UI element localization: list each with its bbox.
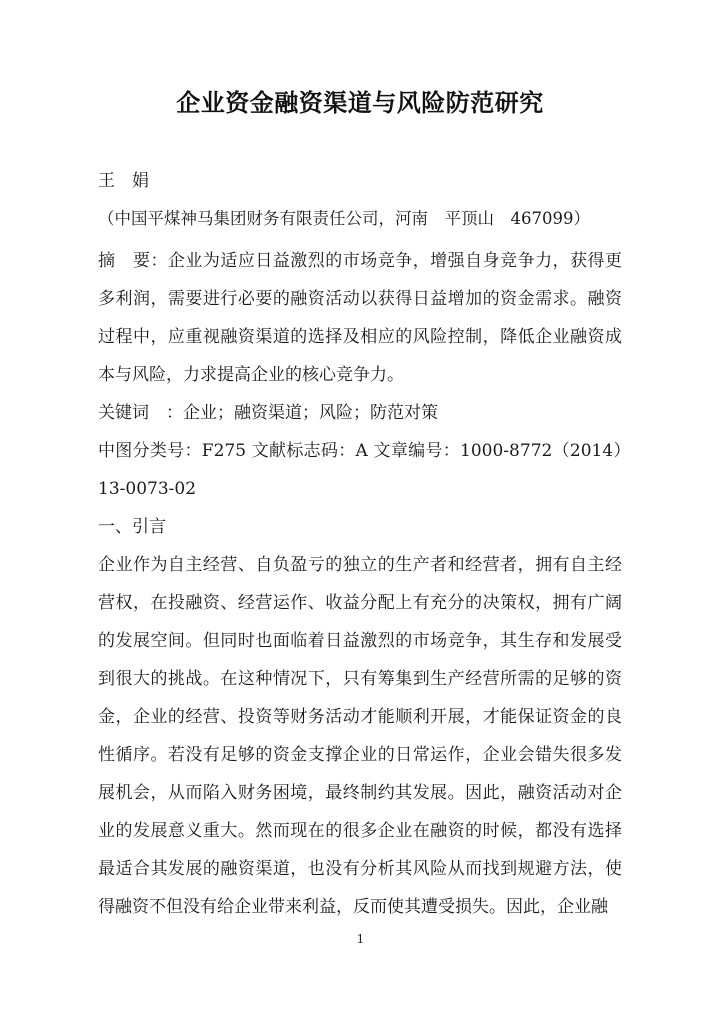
abstract-text: 摘 要：企业为适应日益激烈的市场竞争，增强自身竞争力，获得更多利润，需要进行必要的融资活动以获得日益增加的资金需求。融资过程中，应重视融资渠道的选择及相应的风险控制，降低企业融资成本与风险，力求提高企业的核心竞争力。 (98, 251, 622, 385)
section-introduction (98, 508, 622, 926)
section-heading-introduction: 一、引言 (98, 517, 166, 537)
page-content (98, 0, 622, 926)
abstract-block (98, 238, 622, 508)
keywords-line: 关键词 ：企业；融资渠道；风险；防范对策 (98, 403, 438, 423)
page-title: 企业资金融资渠道与风险防范研究 (176, 88, 544, 117)
author-affiliation: （中国平煤神马集团财务有限责任公司，河南 平顶山 467099） (98, 209, 590, 228)
classification-line: 中图分类号：F275 文献标志码：A 文章编号：1000-8772（2014）13-0073-02 (98, 441, 622, 499)
author-name: 王 娟 (98, 171, 149, 191)
page-number: 1 (356, 932, 365, 946)
body-paragraph: 企业作为自主经营、自负盈亏的独立的生产者和经营者，拥有自主经营权，在投融资、经营运作、收益分配上有充分的决策权，拥有广阔的发展空间。但同时也面临着日益激烈的市场竞争，其生存和发展受到很大的挑战。在这种情况下，只有筹集到生产经营所需的足够的资金，企业的经营、投资等财务活动才能顺利开展，才能保证资金的良性循序。若没有足够的资金支撑企业的日常运作，企业会错失很多发展机会，从而陷入财务困境，最终制约其发展。因此，融资活动对企业的发展意义重大。然而现在的很多企业在融资的时候，都没有选择最适合其发展的融资渠道，也没有分析其风险从而找到规避方法，使得融资不但没有给企业带来利益，反而使其遭受损失。因此，企业融 (98, 555, 622, 917)
author-block (98, 120, 622, 238)
